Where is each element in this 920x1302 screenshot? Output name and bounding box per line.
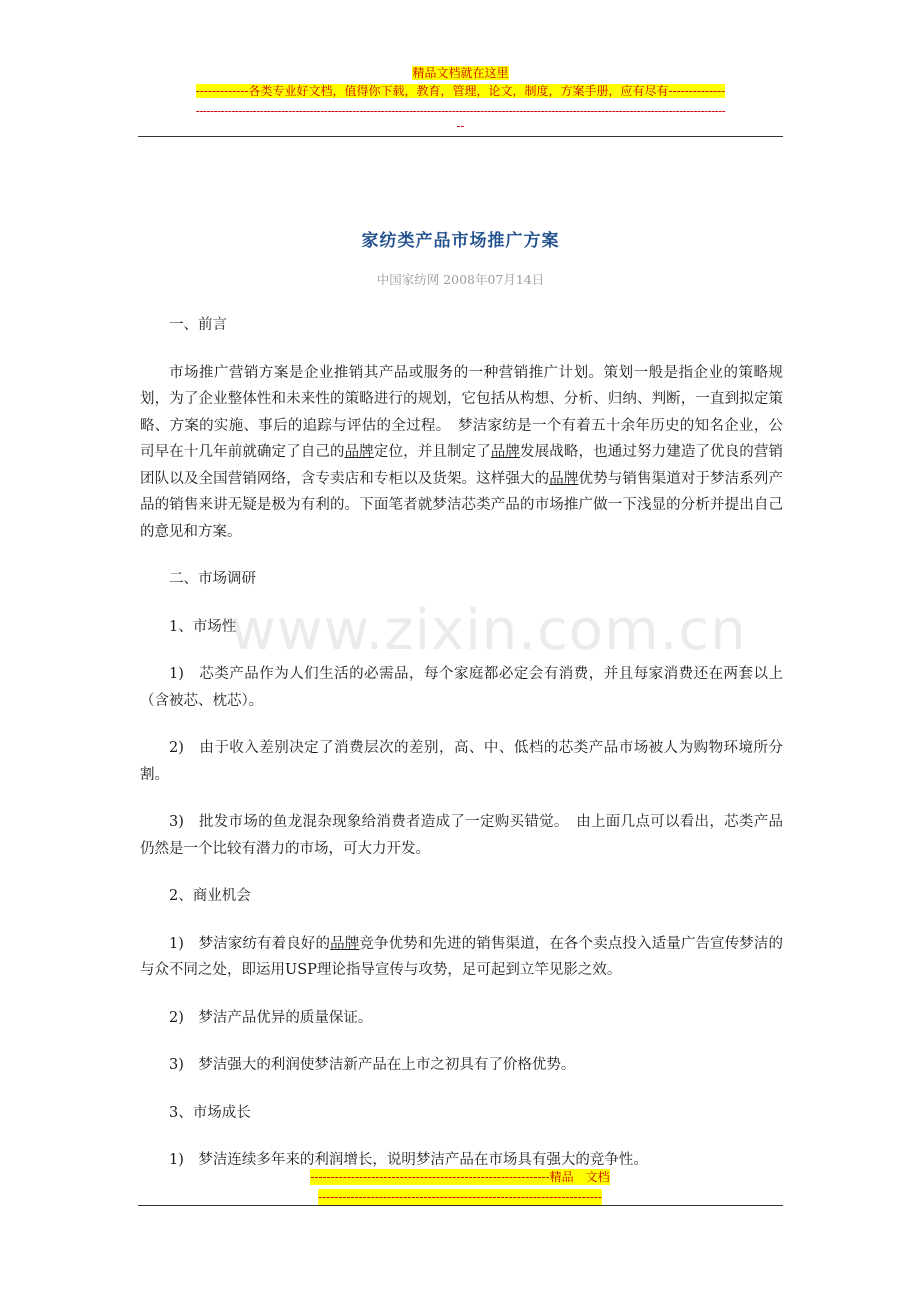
header-banner: -------------各类专业好文档，值得你下载，教育，管理，论文，制度，方案手册，应有尽有-------------- — [195, 84, 726, 98]
document-body — [140, 312, 783, 1195]
paragraph: 市场推广营销方案是企业推销其产品或服务的一种营销推广计划。策划一般是指企业的策略规划，为了企业整体性和未来性的策略进行的规划，它包括从构想、分析、归纳、判断，一直到拟定策略、方案的实施、事后的追踪与评估的全过程。 梦洁家纺是一个有着五十余年历史的知名企业，公司早在十几年前就确定了自己的品牌定位，并且制定了品牌发展战略，也通过努力建造了优良的营销团队以及全国营销网络，含专卖店和专柜以及货架。这样强大的品牌优势与销售渠道对于梦洁系列产品的销售来讲无疑是极为有利的。下面笔者就梦洁芯类产品的市场推广做一下浅显的分析并提出自己的意见和方案。 — [140, 364, 784, 540]
brand-link: 品牌 — [490, 444, 521, 460]
footer-line-1: -----------------------------------------------------------精品 文档 — [310, 1170, 610, 1184]
header-dash-line: ----------------------------------------------------------------------------------------------------------------------------------------------------- — [195, 104, 726, 118]
subsection-heading: 2、商业机会 — [169, 888, 251, 904]
header-dash-tail: -- — [456, 119, 465, 133]
document-title: 家纺类产品市场推广方案 — [361, 231, 560, 251]
document-source-date: 中国家纺网 2008年07月14日 — [376, 272, 545, 287]
list-item: 1) 梦洁连续多年来的利润增长，说明梦洁产品在市场具有强大的竞争性。 — [169, 1152, 648, 1168]
list-item: 2) 由于收入差别决定了消费层次的差别，高、中、低档的芯类产品市场被人为购物环境所分割。 — [140, 740, 783, 783]
footer-line-2: ---------------------------------------------------------------------- — [318, 1190, 602, 1204]
brand-link: 品牌 — [344, 444, 374, 460]
document-header — [138, 64, 783, 132]
footer-rule — [138, 1205, 783, 1206]
watermark: www.zixin.com.cn — [230, 598, 747, 663]
brand-link: 品牌 — [330, 935, 360, 952]
header-rule — [138, 136, 783, 137]
section-heading: 一、前言 — [169, 317, 227, 333]
document-footer — [290, 1169, 630, 1209]
list-item: 2) 梦洁产品优异的质量保证。 — [169, 1009, 373, 1026]
list-item: 1) 梦洁家纺有着良好的品牌竞争优势和先进的销售渠道，在各个卖点投入适量广告宣传梦洁的与众不同之处，即运用USP理论指导宣传与攻势，足可起到立竿见影之效。 — [140, 935, 784, 978]
list-item: 3) 梦洁强大的利润使梦洁新产品在上市之初具有了价格优势。 — [169, 1057, 576, 1073]
brand-link: 品牌 — [549, 470, 579, 487]
subsection-heading: 1、市场性 — [169, 618, 237, 635]
list-item: 1) 芯类产品作为人们生活的必需品，每个家庭都必定会有消费，并且每家消费还在两套以上（含被芯、枕芯）。 — [140, 666, 783, 709]
section-heading: 二、市场调研 — [169, 571, 256, 587]
list-item: 3) 批发市场的鱼龙混杂现象给消费者造成了一定购买错觉。 由上面几点可以看出，芯类产品仍然是一个比较有潜力的市场，可大力开发。 — [140, 814, 783, 857]
subsection-heading: 3、市场成长 — [169, 1104, 251, 1121]
header-top-label: 精品文档就在这里 — [412, 66, 509, 80]
